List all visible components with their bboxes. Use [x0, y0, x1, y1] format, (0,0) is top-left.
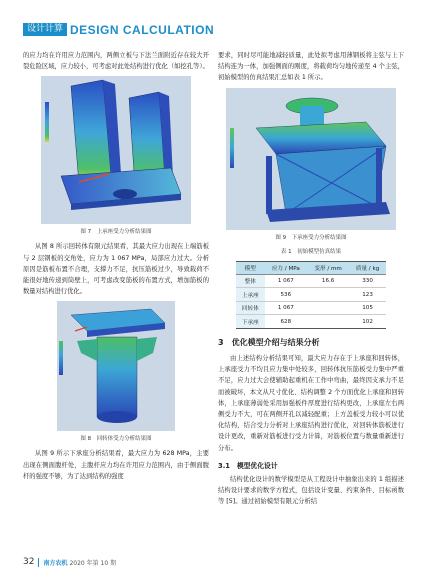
section-header: [23, 23, 214, 36]
cell-stress: 1 067: [265, 301, 308, 315]
section-title: DESIGN CALCULATION: [70, 22, 215, 37]
table-row: [236, 288, 386, 302]
right-column: [218, 50, 404, 509]
section-tag: 设计计算: [23, 23, 67, 36]
cell-mass: 330: [349, 274, 386, 288]
table-row: [236, 315, 386, 329]
table-header-row: [236, 261, 386, 274]
table-row: [236, 274, 386, 288]
page-number: 32: [23, 557, 35, 567]
page-footer: [23, 557, 116, 567]
cell-model: 回转体: [236, 301, 265, 315]
fea-upper-bearing-image: [41, 76, 191, 224]
cell-deformation: [307, 288, 349, 302]
fea-lower-bearing-image: [226, 88, 396, 230]
figure-9-fea-lower-bearing: [226, 88, 396, 230]
cell-deformation: 16.6: [307, 274, 349, 288]
left-paragraph-1: 的应力均在许用应力范围内，两侧立板与下法兰面附近存在较大开裂危险区域，应力较小，可考虑对此处结构进行优化（如挖孔等）。: [23, 52, 209, 71]
col-stress: 应力 / MPa: [265, 261, 308, 274]
table-row: [236, 301, 386, 315]
cell-stress: 1 067: [265, 274, 308, 288]
figure-7-fea-upper-bearing: [41, 76, 191, 224]
section-3-heading: 3 优化模型介绍与结果分析: [218, 337, 320, 347]
right-paragraph-1: 要求，同时尽可能地减轻质量，此处拟考虑用薄钢板将主弦与上下结构连为一体，加强侧面的刚度，将载荷均匀地传递至 4 个主弦，初始模型的仿真结果汇总如表 1 所示。: [218, 52, 404, 82]
col-deformation: 变形 / mm: [307, 261, 349, 274]
footer-divider: [38, 558, 39, 567]
left-column: [23, 50, 209, 484]
right-paragraph-3: 结构优化设计的数学模型是从工程设计中抽象出来的 1 组描述结构设计要求的数学方程式，包括设计变量、约束条件、目标函数等 [5]。通过初始模型有限元分析结: [218, 475, 404, 506]
cell-deformation: [307, 315, 349, 329]
left-paragraph-3: 从图 9 所示下承座分析结果看，最大应力为 628 MPa，主要出现在侧面腹杆处，主腹杆应力均在许用应力范围内，由于侧面腹杆的强度不够，为了达到结构的强度: [23, 450, 209, 480]
issue-info: 2020 年第 10 期: [69, 559, 117, 567]
col-model: 模型: [236, 261, 265, 274]
simulation-results-table: [236, 261, 386, 329]
cell-mass: 102: [349, 315, 386, 329]
cell-model: 上承座: [236, 288, 265, 302]
figure-7-caption: 图 7 上承座受力分析结果图: [80, 229, 152, 236]
cell-stress: 536: [265, 288, 308, 302]
figure-8-fea-rotating-body: [57, 301, 175, 431]
cell-model: 整体: [236, 274, 265, 288]
figure-8-caption: 图 8 回转体受力分析结果图: [80, 436, 152, 443]
left-paragraph-2: 从图 8 所示回转体有限元结果看，其最大应力出现在上端筋板与 2 层钢板的交角处，应力为 1 067 MPa，局部应力过大。分析原因是筋板布置不合理，支撑力不足，抗压筋板过少，导致载荷不能很好地传递到筒壁上，可考虑改变筋板的布置方式，增加筋板的数量对结构进行优化。: [23, 243, 209, 296]
subsection-3-1-heading: 3.1 模型优化设计: [218, 461, 278, 470]
col-mass: 质量 / kg: [349, 261, 386, 274]
journal-name: 南方农机: [43, 559, 68, 567]
right-paragraph-2: 由上述结构分析结果可知，最大应力存在于上承座和回转体，上承座受力不均且应力集中处较多，回转体抗压筋板受力集中严重不足，应力过大会使辅助起重机在工作中弯曲，最终因支承力不足而被破坏，本文从尺寸优化、结构调整 2 个方面优化上承座和回转体，上承座薄弱处采用加强板件厚度进行结构更改，上承座左右两侧受力不大，可在两侧开孔以减轻配重；上方盖板受力较小可以优化结构，结合受力分析对上承座结构进行优化，对回转体筋板进行设计更改，重新对筋板进行受力计算，对筋板位置与数量重新进行分布。: [218, 354, 404, 452]
cell-stress: 628: [265, 315, 308, 329]
fea-rotating-body-image: [57, 301, 175, 431]
cell-deformation: [307, 301, 349, 315]
cell-mass: 123: [349, 288, 386, 302]
cell-mass: 105: [349, 301, 386, 315]
table-1-title: 表 1 初始模型仿真结果: [280, 248, 342, 255]
cell-model: 下承座: [236, 315, 265, 329]
figure-9-caption: 图 9 下承座受力分析结果图: [275, 234, 347, 241]
